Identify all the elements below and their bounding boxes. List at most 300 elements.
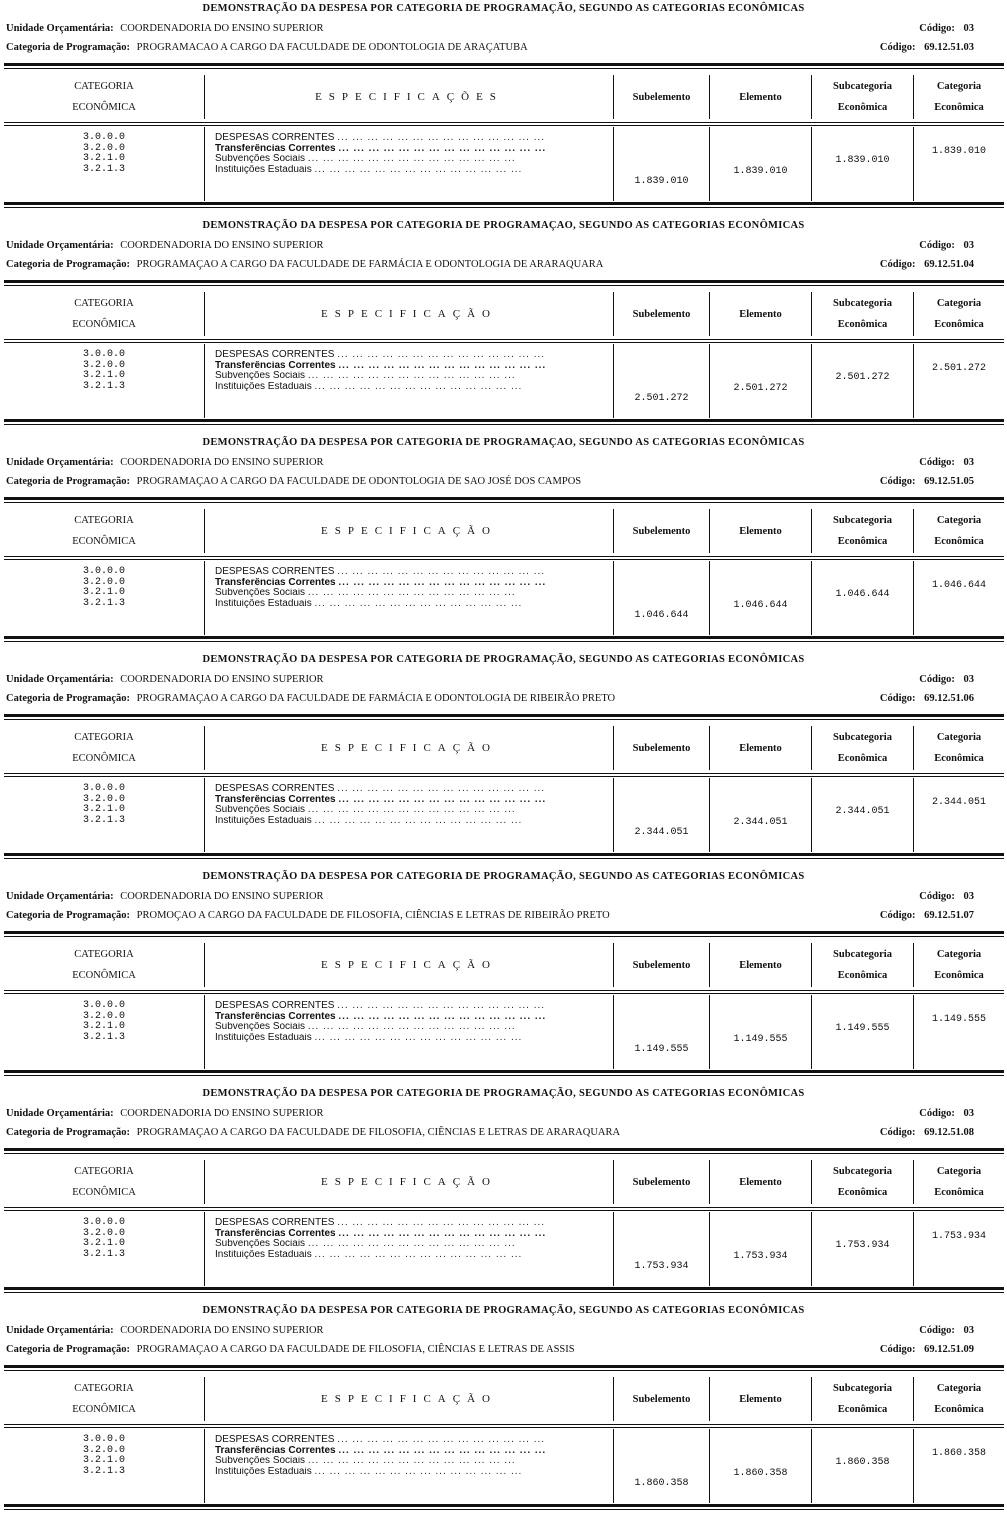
spec-label: Instituições Estaduais — [215, 1032, 312, 1043]
budget-unit-code — [919, 674, 980, 685]
budget-unit-label: Unidade Orçamentária: — [6, 457, 114, 468]
table-rule — [4, 285, 1004, 286]
spec-label: Instituições Estaduais — [215, 598, 312, 609]
header-line: CATEGORIA — [74, 1166, 134, 1177]
expense-table — [4, 714, 1004, 859]
header-subelemento: Subelemento — [632, 308, 691, 320]
table-rule — [4, 419, 1004, 422]
header-elemento: Elemento — [739, 959, 782, 971]
code-label: Código: — [919, 240, 955, 251]
spec-row — [215, 165, 611, 176]
spec-row — [215, 133, 611, 144]
header-line: Econômica — [837, 102, 888, 113]
subcategoria-value: 2.344.051 — [835, 806, 890, 817]
table-rule — [4, 636, 1004, 639]
header-line: Econômica — [934, 1404, 984, 1415]
economic-codes — [4, 1001, 204, 1043]
budget-unit-value: COORDENADORIA DO ENSINO SUPERIOR — [120, 1325, 324, 1336]
expense-table — [4, 1365, 1004, 1510]
code-cell: 3.2.1.0 — [82, 153, 125, 164]
program-category-value: PROGRAMACAO A CARGO DA FACULDADE DE ODONTOLOGIA DE ARAÇATUBA — [136, 42, 528, 53]
budget-unit-code — [919, 23, 980, 34]
table-rule — [4, 1509, 1004, 1510]
code-cell: 3.2.0.0 — [82, 793, 125, 805]
header-especificacao: ESPECIFICAÇÃO — [321, 959, 497, 971]
leader-dots: ... ... ... ... ... ... ... ... ... ... ... ... ... ... — [338, 577, 547, 588]
header-categoria-economica-total — [914, 1160, 1004, 1204]
header-line: ECONÔMICA — [72, 102, 136, 113]
leader-dots: ... ... ... ... ... ... ... ... ... ... ... ... ... ... — [307, 154, 516, 164]
spec-row — [215, 1033, 611, 1044]
header-categoria-economica-total — [914, 943, 1004, 987]
leader-dots: ... ... ... ... ... ... ... ... ... ... ... ... ... ... — [337, 350, 546, 360]
code-label: Código: — [879, 1344, 916, 1355]
code-value: 03 — [963, 674, 974, 685]
budget-unit-label: Unidade Orçamentária: — [6, 240, 114, 251]
column-divider — [613, 344, 614, 418]
table-rule — [4, 719, 1004, 720]
economic-codes — [4, 567, 204, 609]
expense-table — [4, 497, 1004, 642]
spec-label: Subvenções Sociais — [215, 588, 306, 598]
column-divider — [709, 778, 710, 852]
header-line: ECONÔMICA — [72, 753, 136, 764]
table-rule — [4, 207, 1004, 208]
program-category-line — [6, 476, 996, 487]
code-cell: 3.2.1.0 — [82, 370, 125, 381]
header-line: Categoria — [936, 81, 982, 92]
table-rule — [4, 1075, 1004, 1076]
code-cell: 3.2.1.0 — [82, 1238, 125, 1249]
program-category-value: PROGRAMAÇAO A CARGO DA FACULDADE DE FILOSOFIA, CIÊNCIAS E LETRAS DE ARARAQUARA — [136, 1127, 621, 1138]
program-category-line — [6, 693, 996, 704]
header-line: Subcategoria — [833, 1166, 892, 1177]
categoria-value: 1.860.358 — [931, 1448, 986, 1459]
header-line: Econômica — [934, 319, 984, 330]
table-rule — [4, 280, 1004, 283]
expense-statement-section — [0, 1302, 1007, 1519]
column-divider — [613, 1429, 614, 1503]
elemento-value: 2.344.051 — [733, 817, 788, 828]
table-rule — [4, 339, 1004, 340]
budget-unit-code — [919, 240, 980, 251]
section-title: DEMONSTRAÇÃO DA DESPESA POR CATEGORIA DE PROGRAMAÇAO, SEGUNDO AS CATEGORIAS ECONÔMICAS — [202, 437, 805, 448]
leader-dots: ... ... ... ... ... ... ... ... ... ... ... ... ... ... — [314, 164, 523, 175]
spec-row — [215, 816, 611, 827]
budget-unit-value: COORDENADORIA DO ENSINO SUPERIOR — [120, 891, 324, 902]
header-line: Econômica — [837, 319, 888, 330]
program-category-line — [6, 910, 996, 921]
code-cell: 3.2.1.0 — [82, 1021, 125, 1032]
header-line: Categoria — [936, 732, 982, 743]
spec-row — [215, 154, 611, 165]
table-rule — [4, 1370, 1004, 1371]
spec-label: Subvenções Sociais — [215, 1022, 306, 1032]
header-subelemento: Subelemento — [632, 1393, 691, 1405]
header-categoria-economica-total — [914, 509, 1004, 553]
expense-statement-section — [0, 217, 1007, 434]
header-line: Subcategoria — [833, 81, 892, 92]
spec-label: Transferências Correntes — [215, 1228, 336, 1239]
column-divider — [709, 344, 710, 418]
table-rule — [4, 1504, 1004, 1507]
spec-row — [215, 1229, 611, 1240]
code-cell: 3.2.1.3 — [82, 597, 125, 609]
header-subcategoria-economica — [812, 75, 913, 119]
table-rule — [4, 1427, 1004, 1428]
program-category-code — [880, 259, 980, 270]
header-line: Econômica — [934, 102, 984, 113]
specification-list — [215, 1218, 611, 1260]
leader-dots: ... ... ... ... ... ... ... ... ... ... ... ... ... ... — [307, 371, 516, 381]
code-value: 03 — [963, 891, 974, 902]
subelemento-value: 1.046.644 — [634, 610, 689, 621]
code-value: 69.12.51.09 — [924, 1344, 974, 1355]
program-category-label: Categoria de Programação: — [6, 259, 131, 270]
budget-unit-code — [919, 891, 980, 902]
header-especificacao: ESPECIFICAÇÕES — [315, 91, 503, 103]
table-rule — [4, 1287, 1004, 1290]
code-label: Código: — [919, 457, 955, 468]
leader-dots: ... ... ... ... ... ... ... ... ... ... ... ... ... ... — [337, 567, 546, 577]
code-value: 69.12.51.04 — [924, 259, 974, 270]
budget-unit-code — [919, 1325, 980, 1336]
budget-unit-line — [6, 891, 996, 902]
column-divider — [913, 344, 914, 418]
leader-dots: ... ... ... ... ... ... ... ... ... ... ... ... ... ... — [337, 1218, 546, 1228]
header-line: Subcategoria — [833, 515, 892, 526]
program-category-label: Categoria de Programação: — [6, 42, 131, 53]
code-cell: 3.2.0.0 — [82, 142, 125, 154]
leader-dots: ... ... ... ... ... ... ... ... ... ... ... ... ... ... — [314, 381, 523, 392]
header-line: Econômica — [837, 753, 888, 764]
table-rule — [4, 559, 1004, 560]
column-divider — [204, 1429, 205, 1503]
spec-label: Transferências Correntes — [215, 1011, 336, 1022]
elemento-value: 1.860.358 — [733, 1468, 788, 1479]
spec-label: Subvenções Sociais — [215, 1239, 306, 1249]
column-divider — [613, 561, 614, 635]
table-rule — [4, 1070, 1004, 1073]
header-line: CATEGORIA — [74, 81, 134, 92]
header-subcategoria-economica — [812, 509, 913, 553]
spec-row — [215, 599, 611, 610]
budget-unit-value: COORDENADORIA DO ENSINO SUPERIOR — [120, 23, 324, 34]
program-category-value: PROGRAMAÇAO A CARGO DA FACULDADE DE FARMÁCIA E ODONTOLOGIA DE ARARAQUARA — [136, 259, 604, 270]
header-line: CATEGORIA — [74, 949, 134, 960]
spec-row — [215, 350, 611, 361]
code-value: 03 — [963, 1108, 974, 1119]
elemento-value: 2.501.272 — [733, 383, 788, 394]
budget-unit-line — [6, 457, 996, 468]
table-rule — [4, 853, 1004, 856]
spec-label: DESPESAS CORRENTES — [215, 350, 335, 360]
spec-row — [215, 1250, 611, 1261]
header-line: Categoria — [936, 298, 982, 309]
program-category-value: PROGRAMAÇAO A CARGO DA FACULDADE DE FILOSOFIA, CIÊNCIAS E LETRAS DE ASSIS — [136, 1344, 575, 1355]
spec-label: Instituições Estaduais — [215, 815, 312, 826]
section-title: DEMONSTRAÇÃO DA DESPESA POR CATEGORIA DE PROGRAMAÇÃO, SEGUNDO AS CATEGORIAS ECONÔMICAS — [202, 871, 805, 882]
header-subelemento: Subelemento — [632, 1176, 691, 1188]
header-categoria-economica — [4, 726, 204, 770]
spec-label: Instituições Estaduais — [215, 164, 312, 175]
spec-label: Instituições Estaduais — [215, 381, 312, 392]
specification-list — [215, 1435, 611, 1477]
leader-dots: ... ... ... ... ... ... ... ... ... ... ... ... ... ... — [314, 1032, 523, 1043]
code-value: 03 — [963, 240, 974, 251]
header-line: CATEGORIA — [74, 1383, 134, 1394]
expense-table — [4, 931, 1004, 1076]
program-category-line — [6, 1127, 996, 1138]
spec-row — [215, 144, 611, 155]
program-category-line — [6, 1344, 996, 1355]
header-especificacao: ESPECIFICAÇÃO — [321, 525, 497, 537]
table-rule — [4, 342, 1004, 343]
table-rule — [4, 714, 1004, 717]
code-value: 69.12.51.07 — [924, 910, 974, 921]
spec-label: Subvenções Sociais — [215, 1456, 306, 1466]
table-rule — [4, 125, 1004, 126]
subelemento-value: 2.344.051 — [634, 827, 689, 838]
budget-unit-value: COORDENADORIA DO ENSINO SUPERIOR — [120, 1108, 324, 1119]
code-value: 69.12.51.03 — [924, 42, 974, 53]
spec-row — [215, 361, 611, 372]
column-divider — [709, 1429, 710, 1503]
table-rule — [4, 502, 1004, 503]
spec-row — [215, 1456, 611, 1467]
subelemento-value: 1.860.358 — [634, 1478, 689, 1489]
spec-row — [215, 1435, 611, 1446]
column-divider — [709, 561, 710, 635]
expense-statement-section — [0, 651, 1007, 868]
spec-row — [215, 1446, 611, 1457]
program-category-code — [880, 1344, 980, 1355]
column-divider — [709, 127, 710, 201]
leader-dots: ... ... ... ... ... ... ... ... ... ... ... ... ... ... — [338, 360, 547, 371]
subcategoria-value: 1.046.644 — [835, 589, 890, 600]
spec-label: Transferências Correntes — [215, 794, 336, 805]
spec-label: Subvenções Sociais — [215, 371, 306, 381]
leader-dots: ... ... ... ... ... ... ... ... ... ... ... ... ... ... — [307, 1022, 516, 1032]
leader-dots: ... ... ... ... ... ... ... ... ... ... ... ... ... ... — [338, 1445, 547, 1456]
header-categoria-economica-total — [914, 292, 1004, 336]
code-value: 03 — [963, 23, 974, 34]
subelemento-value: 1.839.010 — [634, 176, 689, 187]
header-line: Econômica — [934, 1187, 984, 1198]
program-category-label: Categoria de Programação: — [6, 693, 131, 704]
header-subcategoria-economica — [812, 943, 913, 987]
table-rule — [4, 1153, 1004, 1154]
header-line: Econômica — [934, 536, 984, 547]
code-cell: 3.2.1.3 — [82, 380, 125, 392]
categoria-value: 2.344.051 — [931, 797, 986, 808]
leader-dots: ... ... ... ... ... ... ... ... ... ... ... ... ... ... — [338, 1228, 547, 1239]
header-line: ECONÔMICA — [72, 1404, 136, 1415]
subcategoria-value: 1.753.934 — [835, 1240, 890, 1251]
header-line: ECONÔMICA — [72, 1187, 136, 1198]
code-cell: 3.2.1.3 — [82, 1248, 125, 1260]
section-title: DEMONSTRAÇÃO DA DESPESA POR CATEGORIA DE PROGRAMAÇÃO, SEGUNDO AS CATEGORIAS ECONÔMICAS — [202, 1088, 805, 1099]
spec-row — [215, 1022, 611, 1033]
header-especificacao: ESPECIFICAÇÃO — [321, 1393, 497, 1405]
budget-unit-label: Unidade Orçamentária: — [6, 1108, 114, 1119]
program-category-label: Categoria de Programação: — [6, 476, 131, 487]
code-cell: 3.0.0.0 — [82, 1000, 125, 1011]
expense-table — [4, 1148, 1004, 1293]
header-elemento: Elemento — [739, 1176, 782, 1188]
specification-list — [215, 133, 611, 175]
header-especificacao: ESPECIFICAÇÃO — [321, 742, 497, 754]
spec-label: Instituições Estaduais — [215, 1466, 312, 1477]
table-rule — [4, 776, 1004, 777]
spec-label: Transferências Correntes — [215, 143, 336, 154]
code-label: Código: — [919, 891, 955, 902]
categoria-value: 1.839.010 — [931, 146, 986, 157]
header-line: Econômica — [934, 753, 984, 764]
table-rule — [4, 773, 1004, 774]
table-rule — [4, 497, 1004, 500]
table-rule — [4, 931, 1004, 934]
header-line: Econômica — [837, 1187, 888, 1198]
header-line: ECONÔMICA — [72, 536, 136, 547]
leader-dots: ... ... ... ... ... ... ... ... ... ... ... ... ... ... — [307, 588, 516, 598]
program-category-code — [880, 42, 980, 53]
table-rule — [4, 641, 1004, 642]
spec-row — [215, 1001, 611, 1012]
code-cell: 3.0.0.0 — [82, 132, 125, 143]
header-line: Subcategoria — [833, 1383, 892, 1394]
code-cell: 3.0.0.0 — [82, 566, 125, 577]
code-value: 69.12.51.05 — [924, 476, 974, 487]
spec-row — [215, 1239, 611, 1250]
header-subelemento: Subelemento — [632, 91, 691, 103]
header-especificacao: ESPECIFICAÇÃO — [321, 308, 497, 320]
code-label: Código: — [919, 23, 955, 34]
expense-statement-section — [0, 0, 1007, 217]
header-subcategoria-economica — [812, 1160, 913, 1204]
section-title: DEMONSTRAÇÃO DA DESPESA POR CATEGORIA DE PROGRAMAÇÃO, SEGUNDO AS CATEGORIAS ECONÔMICAS — [202, 654, 805, 665]
header-elemento: Elemento — [739, 91, 782, 103]
expense-statement-section — [0, 868, 1007, 1085]
code-cell: 3.2.1.3 — [82, 1465, 125, 1477]
column-divider — [204, 561, 205, 635]
subcategoria-value: 1.860.358 — [835, 1457, 890, 1468]
column-divider — [913, 561, 914, 635]
budget-unit-label: Unidade Orçamentária: — [6, 891, 114, 902]
header-line: CATEGORIA — [74, 515, 134, 526]
column-divider — [913, 127, 914, 201]
code-cell: 3.2.1.3 — [82, 814, 125, 826]
leader-dots: ... ... ... ... ... ... ... ... ... ... ... ... ... ... — [337, 784, 546, 794]
table-rule — [4, 202, 1004, 205]
budget-unit-value: COORDENADORIA DO ENSINO SUPERIOR — [120, 457, 324, 468]
header-categoria-economica — [4, 1377, 204, 1421]
header-categoria-economica — [4, 292, 204, 336]
column-divider — [204, 1212, 205, 1286]
code-label: Código: — [879, 910, 916, 921]
section-title: DEMONSTRAÇÃO DA DESPESA POR CATEGORIA DE PROGRAMAÇÃO, SEGUNDO AS CATEGORIAS ECONÔMICAS — [202, 1305, 805, 1316]
program-category-value: PROGRAMAÇAO A CARGO DA FACULDADE DE FARMÁCIA E ODONTOLOGIA DE RIBEIRÃO PRETO — [136, 693, 616, 704]
column-divider — [613, 778, 614, 852]
budget-unit-line — [6, 1108, 996, 1119]
program-category-label: Categoria de Programação: — [6, 1127, 131, 1138]
header-line: Categoria — [936, 1166, 982, 1177]
spec-row — [215, 578, 611, 589]
program-category-code — [880, 1127, 980, 1138]
header-categoria-economica — [4, 75, 204, 119]
economic-codes — [4, 784, 204, 826]
table-rule — [4, 1292, 1004, 1293]
economic-codes — [4, 1435, 204, 1477]
column-divider — [709, 1212, 710, 1286]
spec-label: DESPESAS CORRENTES — [215, 567, 335, 577]
code-cell: 3.2.1.0 — [82, 587, 125, 598]
specification-list — [215, 1001, 611, 1043]
table-rule — [4, 993, 1004, 994]
header-categoria-economica — [4, 1160, 204, 1204]
budget-unit-value: COORDENADORIA DO ENSINO SUPERIOR — [120, 674, 324, 685]
column-divider — [204, 778, 205, 852]
budget-unit-label: Unidade Orçamentária: — [6, 23, 114, 34]
table-rule — [4, 990, 1004, 991]
expense-statement-section — [0, 1085, 1007, 1302]
program-category-line — [6, 42, 996, 53]
column-divider — [613, 1212, 614, 1286]
program-category-value: PROMOÇAO A CARGO DA FACULDADE DE FILOSOFIA, CIÊNCIAS E LETRAS DE RIBEIRÃO PRETO — [136, 910, 610, 921]
column-divider — [613, 995, 614, 1069]
spec-row — [215, 588, 611, 599]
header-elemento: Elemento — [739, 742, 782, 754]
code-label: Código: — [879, 42, 916, 53]
spec-label: DESPESAS CORRENTES — [215, 1218, 335, 1228]
elemento-value: 1.149.555 — [733, 1034, 788, 1045]
header-categoria-economica — [4, 509, 204, 553]
spec-label: Transferências Correntes — [215, 360, 336, 371]
spec-label: DESPESAS CORRENTES — [215, 1435, 335, 1445]
leader-dots: ... ... ... ... ... ... ... ... ... ... ... ... ... ... — [337, 1435, 546, 1445]
subelemento-value: 2.501.272 — [634, 393, 689, 404]
leader-dots: ... ... ... ... ... ... ... ... ... ... ... ... ... ... — [314, 815, 523, 826]
code-value: 03 — [963, 457, 974, 468]
categoria-value: 1.046.644 — [931, 580, 986, 591]
program-category-code — [880, 910, 980, 921]
code-label: Código: — [879, 476, 916, 487]
header-line: ECONÔMICA — [72, 319, 136, 330]
header-line: Subcategoria — [833, 949, 892, 960]
column-divider — [204, 995, 205, 1069]
header-elemento: Elemento — [739, 1393, 782, 1405]
table-rule — [4, 63, 1004, 66]
program-category-line — [6, 259, 996, 270]
categoria-value: 1.753.934 — [931, 1231, 986, 1242]
economic-codes — [4, 133, 204, 175]
table-rule — [4, 936, 1004, 937]
economic-codes — [4, 1218, 204, 1260]
spec-row — [215, 795, 611, 806]
code-cell: 3.0.0.0 — [82, 349, 125, 360]
table-rule — [4, 1210, 1004, 1211]
categoria-value: 2.501.272 — [931, 363, 986, 374]
spec-row — [215, 784, 611, 795]
header-categoria-economica — [4, 943, 204, 987]
code-cell: 3.2.0.0 — [82, 1444, 125, 1456]
budget-unit-value: COORDENADORIA DO ENSINO SUPERIOR — [120, 240, 324, 251]
header-subcategoria-economica — [812, 1377, 913, 1421]
code-cell: 3.2.1.3 — [82, 1031, 125, 1043]
spec-row — [215, 805, 611, 816]
program-category-value: PROGRAMAÇAO A CARGO DA FACULDADE DE ODONTOLOGIA DE SAO JOSÉ DOS CAMPOS — [136, 476, 582, 487]
column-divider — [913, 1429, 914, 1503]
